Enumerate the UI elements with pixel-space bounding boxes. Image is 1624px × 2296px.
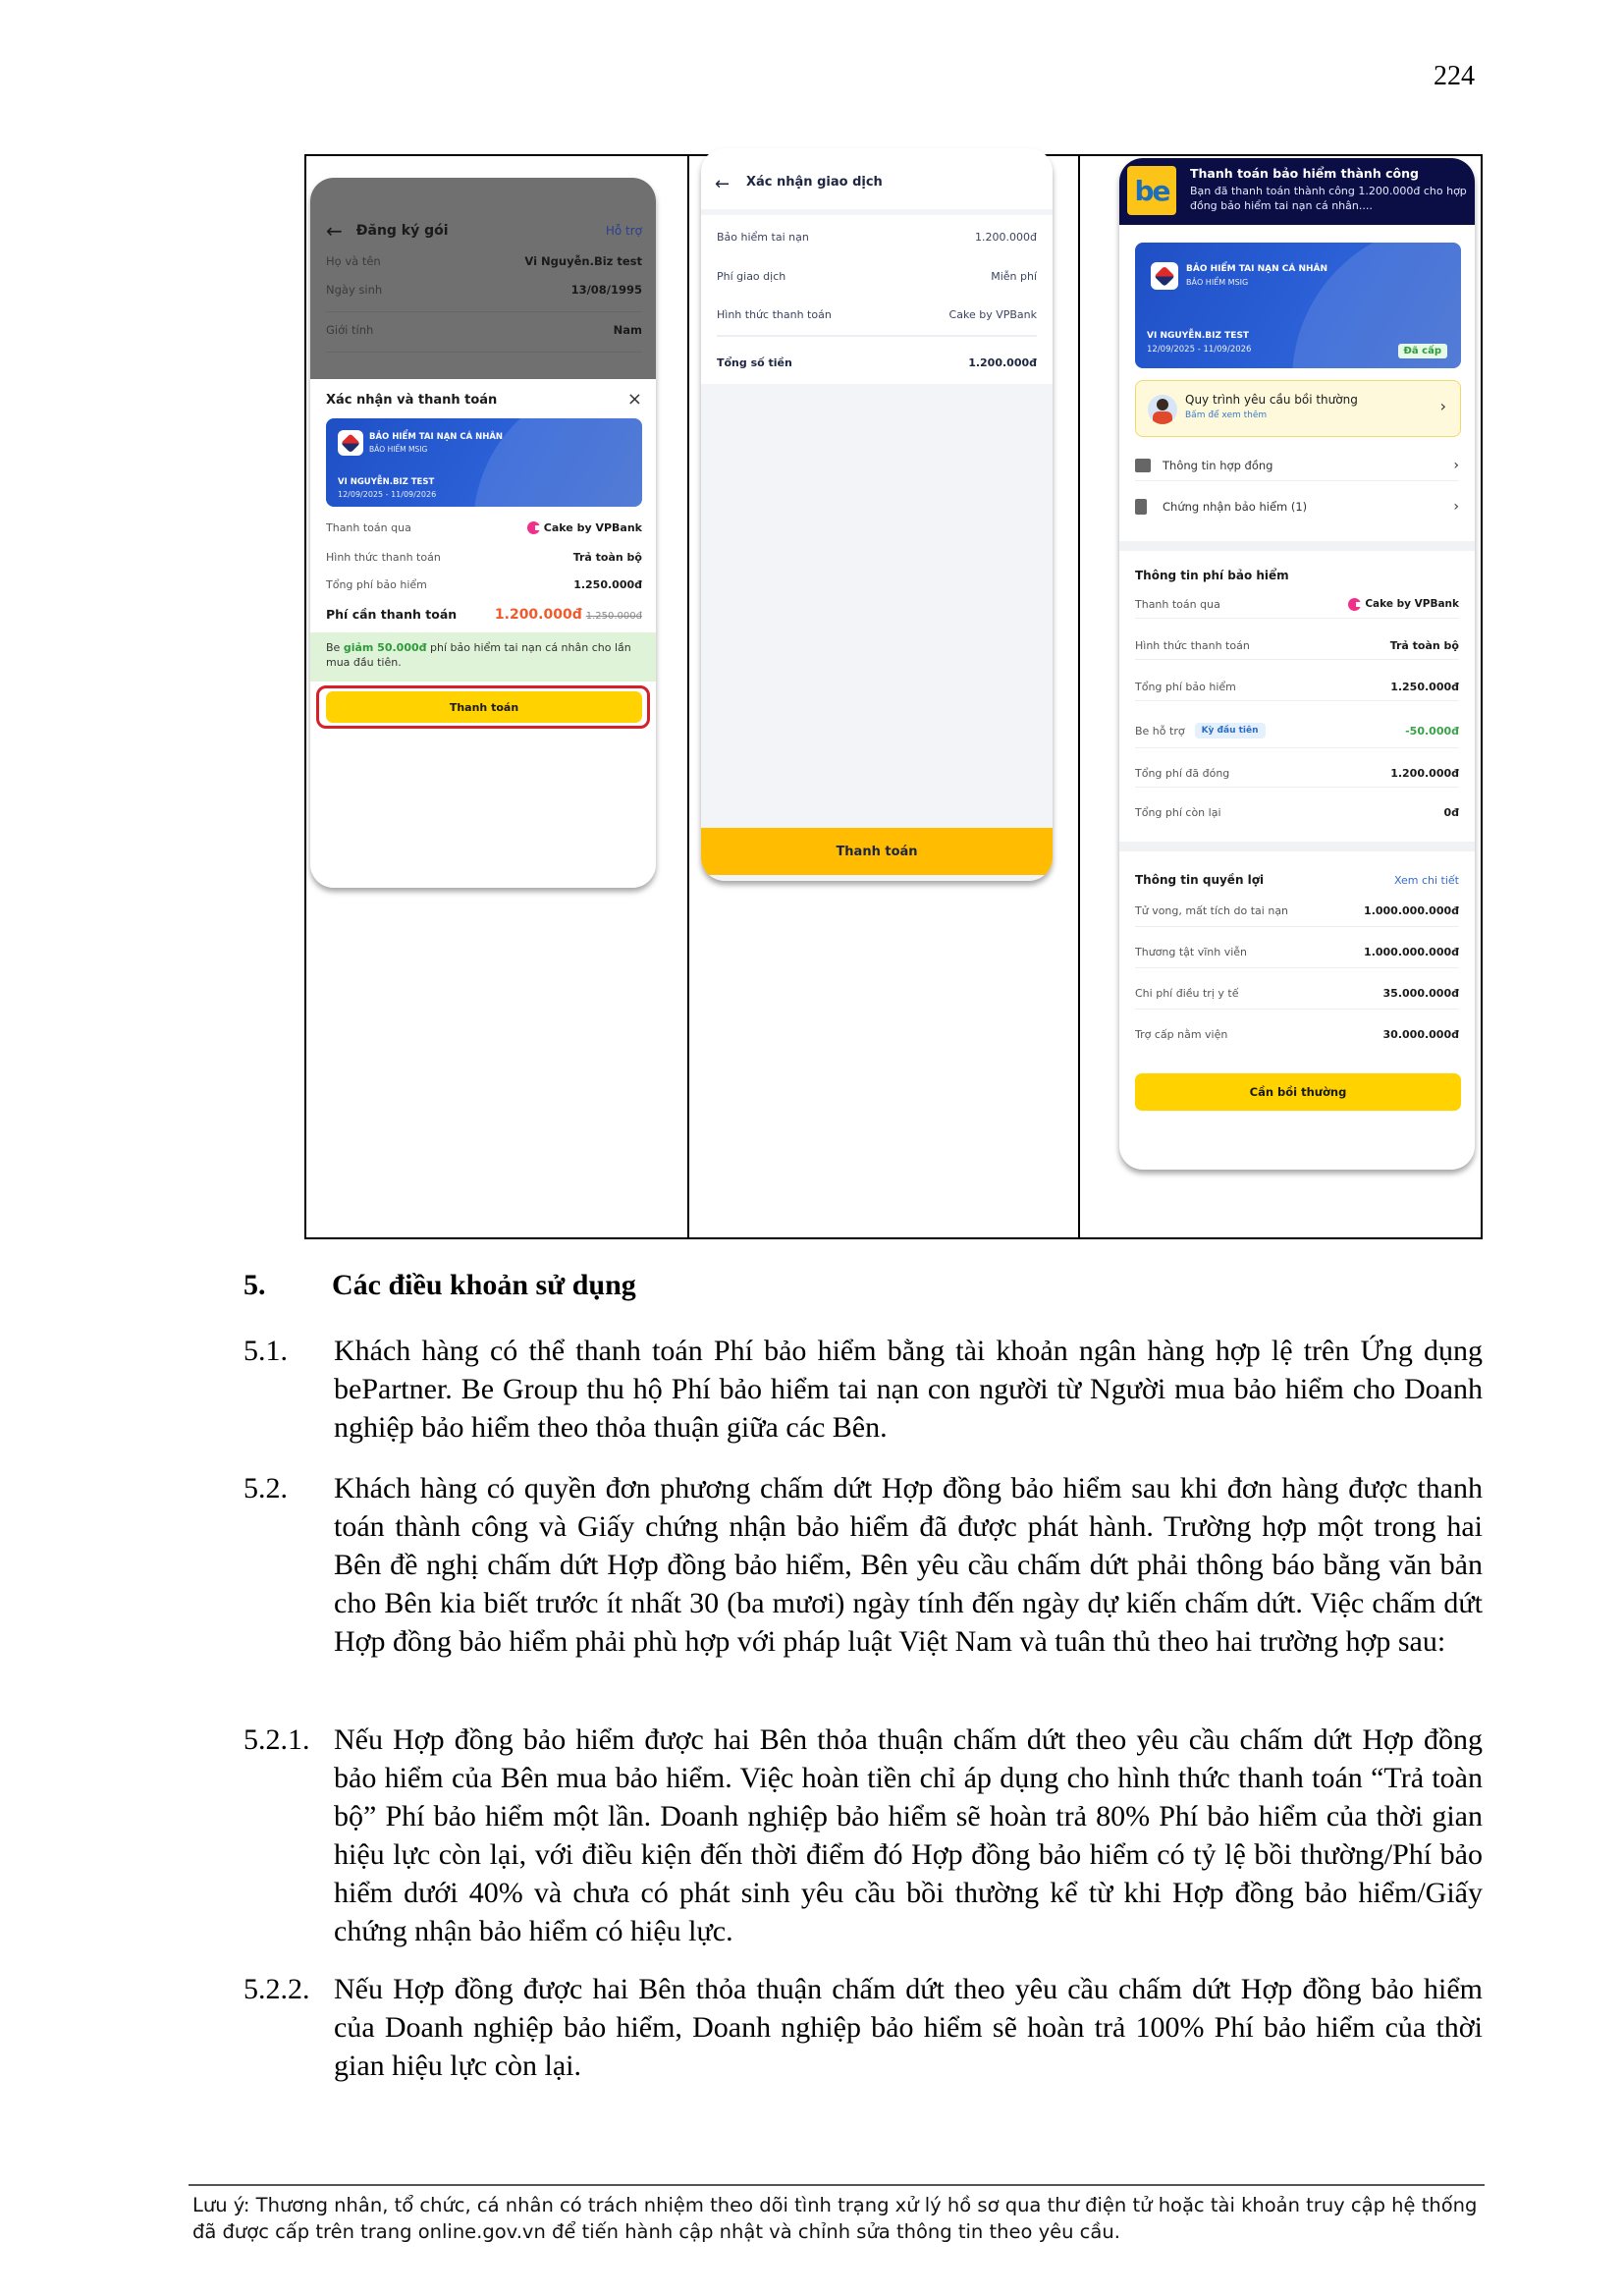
column-divider xyxy=(687,156,689,1237)
field-value: Vi Nguyễn.Biz test xyxy=(524,254,642,268)
total-value: 1.200.000đ xyxy=(968,356,1037,369)
section-heading xyxy=(244,1269,636,1302)
close-icon[interactable]: × xyxy=(626,389,642,410)
section-number: 5. xyxy=(244,1269,266,1301)
row-label: Tử vong, mất tích do tai nạn xyxy=(1135,903,1289,917)
total-row xyxy=(717,356,1037,369)
chevron-right-icon: › xyxy=(1439,397,1446,415)
amount-due-row xyxy=(326,607,642,623)
row-label: Trợ cấp nằm viện xyxy=(1135,1027,1228,1041)
row-label: Hình thức thanh toán xyxy=(326,551,441,564)
agent-avatar-icon xyxy=(1148,395,1177,424)
help-link[interactable]: Hỗ trợ xyxy=(605,224,642,238)
link-label: Thông tin hợp đồng xyxy=(1163,459,1273,472)
row-label: Tổng phí bảo hiểm xyxy=(326,578,427,591)
claim-process-card[interactable] xyxy=(1135,380,1461,437)
paragraph-5-2-1 xyxy=(244,1721,1483,1950)
certificate-link[interactable] xyxy=(1135,492,1459,521)
paragraph-text: Nếu Hợp đồng bảo hiểm được hai Bên thỏa thuận chấm dứt theo yêu cầu chấm dứt Hợp đồng bảo hiểm của Bên mua bảo hiểm. Việc hoàn tiền chỉ áp dụng cho hình thức thanh toán “Trả toàn bộ” Phí bảo hiểm một lần. Doanh nghiệp bảo hiểm sẽ hoàn trả 80% Phí bảo hiểm của thời gian hiệu lực còn lại, với điều kiện đến thời điểm đó Hợp đồng bảo hiểm có tỷ lệ bồi thường/Phí bảo hiểm dưới 40% và chưa có phát sinh yêu cầu bồi thường kể từ khi Hợp đồng bảo hiểm/Giấy chứng nhận bảo hiểm có hiệu lực. xyxy=(334,1723,1483,1947)
link-label: Chứng nhận bảo hiểm (1) xyxy=(1163,500,1308,514)
register-screen xyxy=(310,178,656,888)
paragraph-5-2-2 xyxy=(244,1970,1483,2085)
row-value: 0đ xyxy=(1443,805,1459,819)
fee-row xyxy=(1135,673,1459,701)
promo-text: phí bảo hiểm tai nạn cá nhân cho lần mua đầu tiên. xyxy=(326,641,631,669)
row-label: Bảo hiểm tai nạn xyxy=(717,231,809,244)
detail-row xyxy=(717,308,1037,321)
insurance-card[interactable] xyxy=(1135,243,1461,368)
paragraph-number: 5.2. xyxy=(244,1472,288,1504)
row-value: Cake by VPBank xyxy=(543,521,642,534)
payment-method-row xyxy=(326,551,642,564)
cake-logo xyxy=(1348,598,1459,611)
payment-success-screen xyxy=(1119,158,1475,1170)
field-row xyxy=(326,254,642,268)
row-label: Hình thức thanh toán xyxy=(717,308,832,321)
row-value: Cake by VPBank xyxy=(948,308,1037,321)
paragraph-5-1 xyxy=(244,1332,1483,1447)
fee-row xyxy=(1135,714,1459,748)
field-label: Họ và tên xyxy=(326,254,381,268)
section-gap xyxy=(1119,541,1475,551)
footer-divider xyxy=(189,2184,1485,2186)
row-value: 1.250.000đ xyxy=(573,578,642,591)
card-subtitle: BẢO HIỂM MSIG xyxy=(369,445,428,454)
promo-banner xyxy=(310,632,656,682)
claim-subtitle: Bấm để xem thêm xyxy=(1185,410,1268,420)
confirm-transaction-screen xyxy=(701,148,1053,881)
card-title: BẢO HIỂM TAI NẠN CÁ NHÂN xyxy=(369,432,504,442)
first-period-tag: Kỳ đầu tiên xyxy=(1195,723,1266,738)
paragraph-number: 5.2.1. xyxy=(244,1723,310,1756)
row-label: Tổng phí bảo hiểm xyxy=(1135,680,1236,693)
divider xyxy=(717,335,1037,337)
row-value: Cake by VPBank xyxy=(1365,598,1459,610)
promo-prefix: Be xyxy=(326,641,341,654)
footer-note: Lưu ý: Thương nhân, tổ chức, cá nhân có trách nhiệm theo dõi tình trạng xử lý hồ sơ qua thư điện tử hoặc tài khoản truy cập hệ thống đã được cấp trên trang online.gov.vn để tiến hành cập nhật và chỉnh sửa thông tin theo yêu cầu. xyxy=(192,2194,1478,2243)
register-header xyxy=(326,219,642,243)
row-value: 1.200.000đ xyxy=(1390,766,1459,780)
msig-logo xyxy=(338,430,363,456)
section-gap xyxy=(1119,842,1475,851)
column-divider xyxy=(1078,156,1080,1237)
card-subtitle: BẢO HIỂM MSIG xyxy=(1186,278,1249,287)
fee-section-title: Thông tin phí bảo hiểm xyxy=(1135,569,1289,582)
paragraph-number: 5.1. xyxy=(244,1335,288,1367)
paragraph-text: Nếu Hợp đồng được hai Bên thỏa thuận chấm dứt theo yêu cầu chấm dứt Hợp đồng bảo hiểm của Doanh nghiệp bảo hiểm, Doanh nghiệp bảo hiểm sẽ hoàn trả 100% Phí bảo hiểm của thời gian hiệu lực còn lại. xyxy=(334,1973,1483,2082)
total-label: Tổng số tiền xyxy=(717,356,792,369)
row-label: Thanh toán qua xyxy=(1135,597,1220,611)
pay-button[interactable]: Thanh toán xyxy=(701,828,1053,875)
card-holder: VI NGUYỄN.BIZ TEST xyxy=(1147,331,1250,341)
field-label: Giới tính xyxy=(326,323,374,337)
row-value: 1.250.000đ xyxy=(1390,680,1459,693)
header-title: Đăng ký gói xyxy=(355,223,449,239)
detail-row xyxy=(717,231,1037,244)
fee-row xyxy=(1135,631,1459,660)
row-label: Be hỗ trợ xyxy=(1135,724,1185,738)
header-title: Xác nhận giao dịch xyxy=(746,175,883,190)
certificate-icon xyxy=(1135,499,1147,515)
detail-row xyxy=(717,270,1037,283)
row-label: Thanh toán qua xyxy=(326,521,411,534)
paragraph-number: 5.2.2. xyxy=(244,1973,310,2005)
paragraph-5-2 xyxy=(244,1469,1483,1661)
field-row xyxy=(326,323,642,337)
old-price: 1.250.000đ xyxy=(585,611,642,622)
payment-via-row xyxy=(326,521,642,534)
benefit-section-title: Thông tin quyền lợi xyxy=(1135,873,1265,887)
row-label: Thương tật vĩnh viễn xyxy=(1135,945,1248,958)
notification-body: Bạn đã thanh toán thành công 1.200.000đ cho hợp đồng bảo hiểm tai nạn cá nhân.... xyxy=(1190,185,1467,212)
success-notification[interactable] xyxy=(1119,158,1475,225)
pay-button[interactable]: Thanh toán xyxy=(326,691,642,723)
confirm-header xyxy=(701,148,1053,209)
issued-badge: Đã cấp xyxy=(1398,344,1447,358)
transaction-details xyxy=(701,215,1053,384)
row-label: Phí giao dịch xyxy=(717,270,786,283)
amount-due-label: Phí cần thanh toán xyxy=(326,607,458,622)
dimmed-overlay xyxy=(310,178,656,379)
benefit-row xyxy=(1135,895,1459,927)
benefit-row xyxy=(1135,977,1459,1010)
insurance-card xyxy=(326,418,642,507)
contract-icon xyxy=(1135,459,1151,472)
row-value: 35.000.000đ xyxy=(1382,986,1459,1000)
field-value: 13/08/1995 xyxy=(570,283,642,297)
sheet-title: Xác nhận và thanh toán xyxy=(326,393,498,408)
back-arrow-icon[interactable]: ← xyxy=(715,174,731,194)
back-arrow-icon[interactable]: ← xyxy=(326,219,343,243)
screenshot-table xyxy=(304,154,1483,1239)
be-logo: be xyxy=(1127,166,1176,215)
fee-row xyxy=(1135,590,1459,619)
confirm-sheet xyxy=(310,379,656,888)
row-label: Tổng phí còn lại xyxy=(1135,805,1221,819)
card-period: 12/09/2025 - 11/09/2026 xyxy=(1147,345,1252,355)
benefit-row xyxy=(1135,1018,1459,1050)
field-row xyxy=(326,283,642,297)
card-title: BẢO HIỂM TAI NẠN CÁ NHÂN xyxy=(1186,264,1328,274)
field-label: Ngày sinh xyxy=(326,283,383,297)
row-value: Miễn phí xyxy=(991,270,1037,283)
paragraph-text: Khách hàng có thể thanh toán Phí bảo hiểm bằng tài khoản ngân hàng hợp lệ trên Ứng dụng bePartner. Be Group thu hộ Phí bảo hiểm tai nạn con người từ Người mua bảo hiểm cho Doanh nghiệp bảo hiểm theo thỏa thuận giữa các Bên. xyxy=(334,1335,1483,1444)
notification-title: Thanh toán bảo hiểm thành công xyxy=(1190,166,1419,181)
card-period: 12/09/2025 - 11/09/2026 xyxy=(338,490,437,499)
contract-info-link[interactable] xyxy=(1135,451,1459,481)
chevron-right-icon: › xyxy=(1453,499,1459,515)
row-label: Tổng phí đã đóng xyxy=(1135,766,1230,780)
cake-logo xyxy=(527,521,642,534)
row-value: -50.000đ xyxy=(1405,724,1459,738)
amount-due-price: 1.200.000đ xyxy=(494,607,582,623)
cake-icon xyxy=(527,521,540,534)
row-value: Trả toàn bộ xyxy=(1389,638,1459,652)
claim-button[interactable]: Cần bồi thường xyxy=(1135,1073,1461,1111)
card-holder: VI NGUYỄN.BIZ TEST xyxy=(338,477,435,487)
divider xyxy=(326,311,642,312)
divider xyxy=(326,352,642,353)
section-title: Các điều khoản sử dụng xyxy=(332,1269,636,1301)
claim-title: Quy trình yêu cầu bồi thường xyxy=(1185,393,1358,407)
page-number: 224 xyxy=(1434,61,1475,91)
fee-row xyxy=(1135,759,1459,788)
row-value: 1.200.000đ xyxy=(975,231,1037,244)
view-details-link[interactable]: Xem chi tiết xyxy=(1393,874,1459,887)
row-value: 1.000.000.000đ xyxy=(1364,945,1459,958)
row-label: Chi phí điều trị y tế xyxy=(1135,986,1239,1000)
benefit-row xyxy=(1135,936,1459,968)
total-premium-row xyxy=(326,578,642,591)
row-value: 1.000.000.000đ xyxy=(1364,903,1459,917)
cake-icon xyxy=(1348,598,1361,611)
row-value: Trả toàn bộ xyxy=(572,551,642,564)
promo-highlight: giảm 50.000đ xyxy=(343,641,427,654)
msig-logo xyxy=(1151,262,1178,290)
row-label: Hình thức thanh toán xyxy=(1135,638,1250,652)
row-value: 30.000.000đ xyxy=(1382,1027,1459,1041)
field-value: Nam xyxy=(613,323,642,337)
paragraph-text: Khách hàng có quyền đơn phương chấm dứt Hợp đồng bảo hiểm sau khi đơn hàng được thanh toán thành công và Giấy chứng nhận bảo hiểm đã được phát hành. Trường hợp một trong hai Bên đề nghị chấm dứt Hợp đồng bảo hiểm, Bên yêu cầu chấm dứt phải thông báo bằng văn bản cho Bên kia biết trước ít nhất 30 (ba mươi) ngày tính đến ngày dự kiến chấm dứt. Việc chấm dứt Hợp đồng bảo hiểm phải phù hợp với pháp luật Việt Nam và tuân thủ theo hai trường hợp sau: xyxy=(334,1472,1483,1658)
fee-row xyxy=(1135,798,1459,826)
chevron-right-icon: › xyxy=(1453,458,1459,473)
